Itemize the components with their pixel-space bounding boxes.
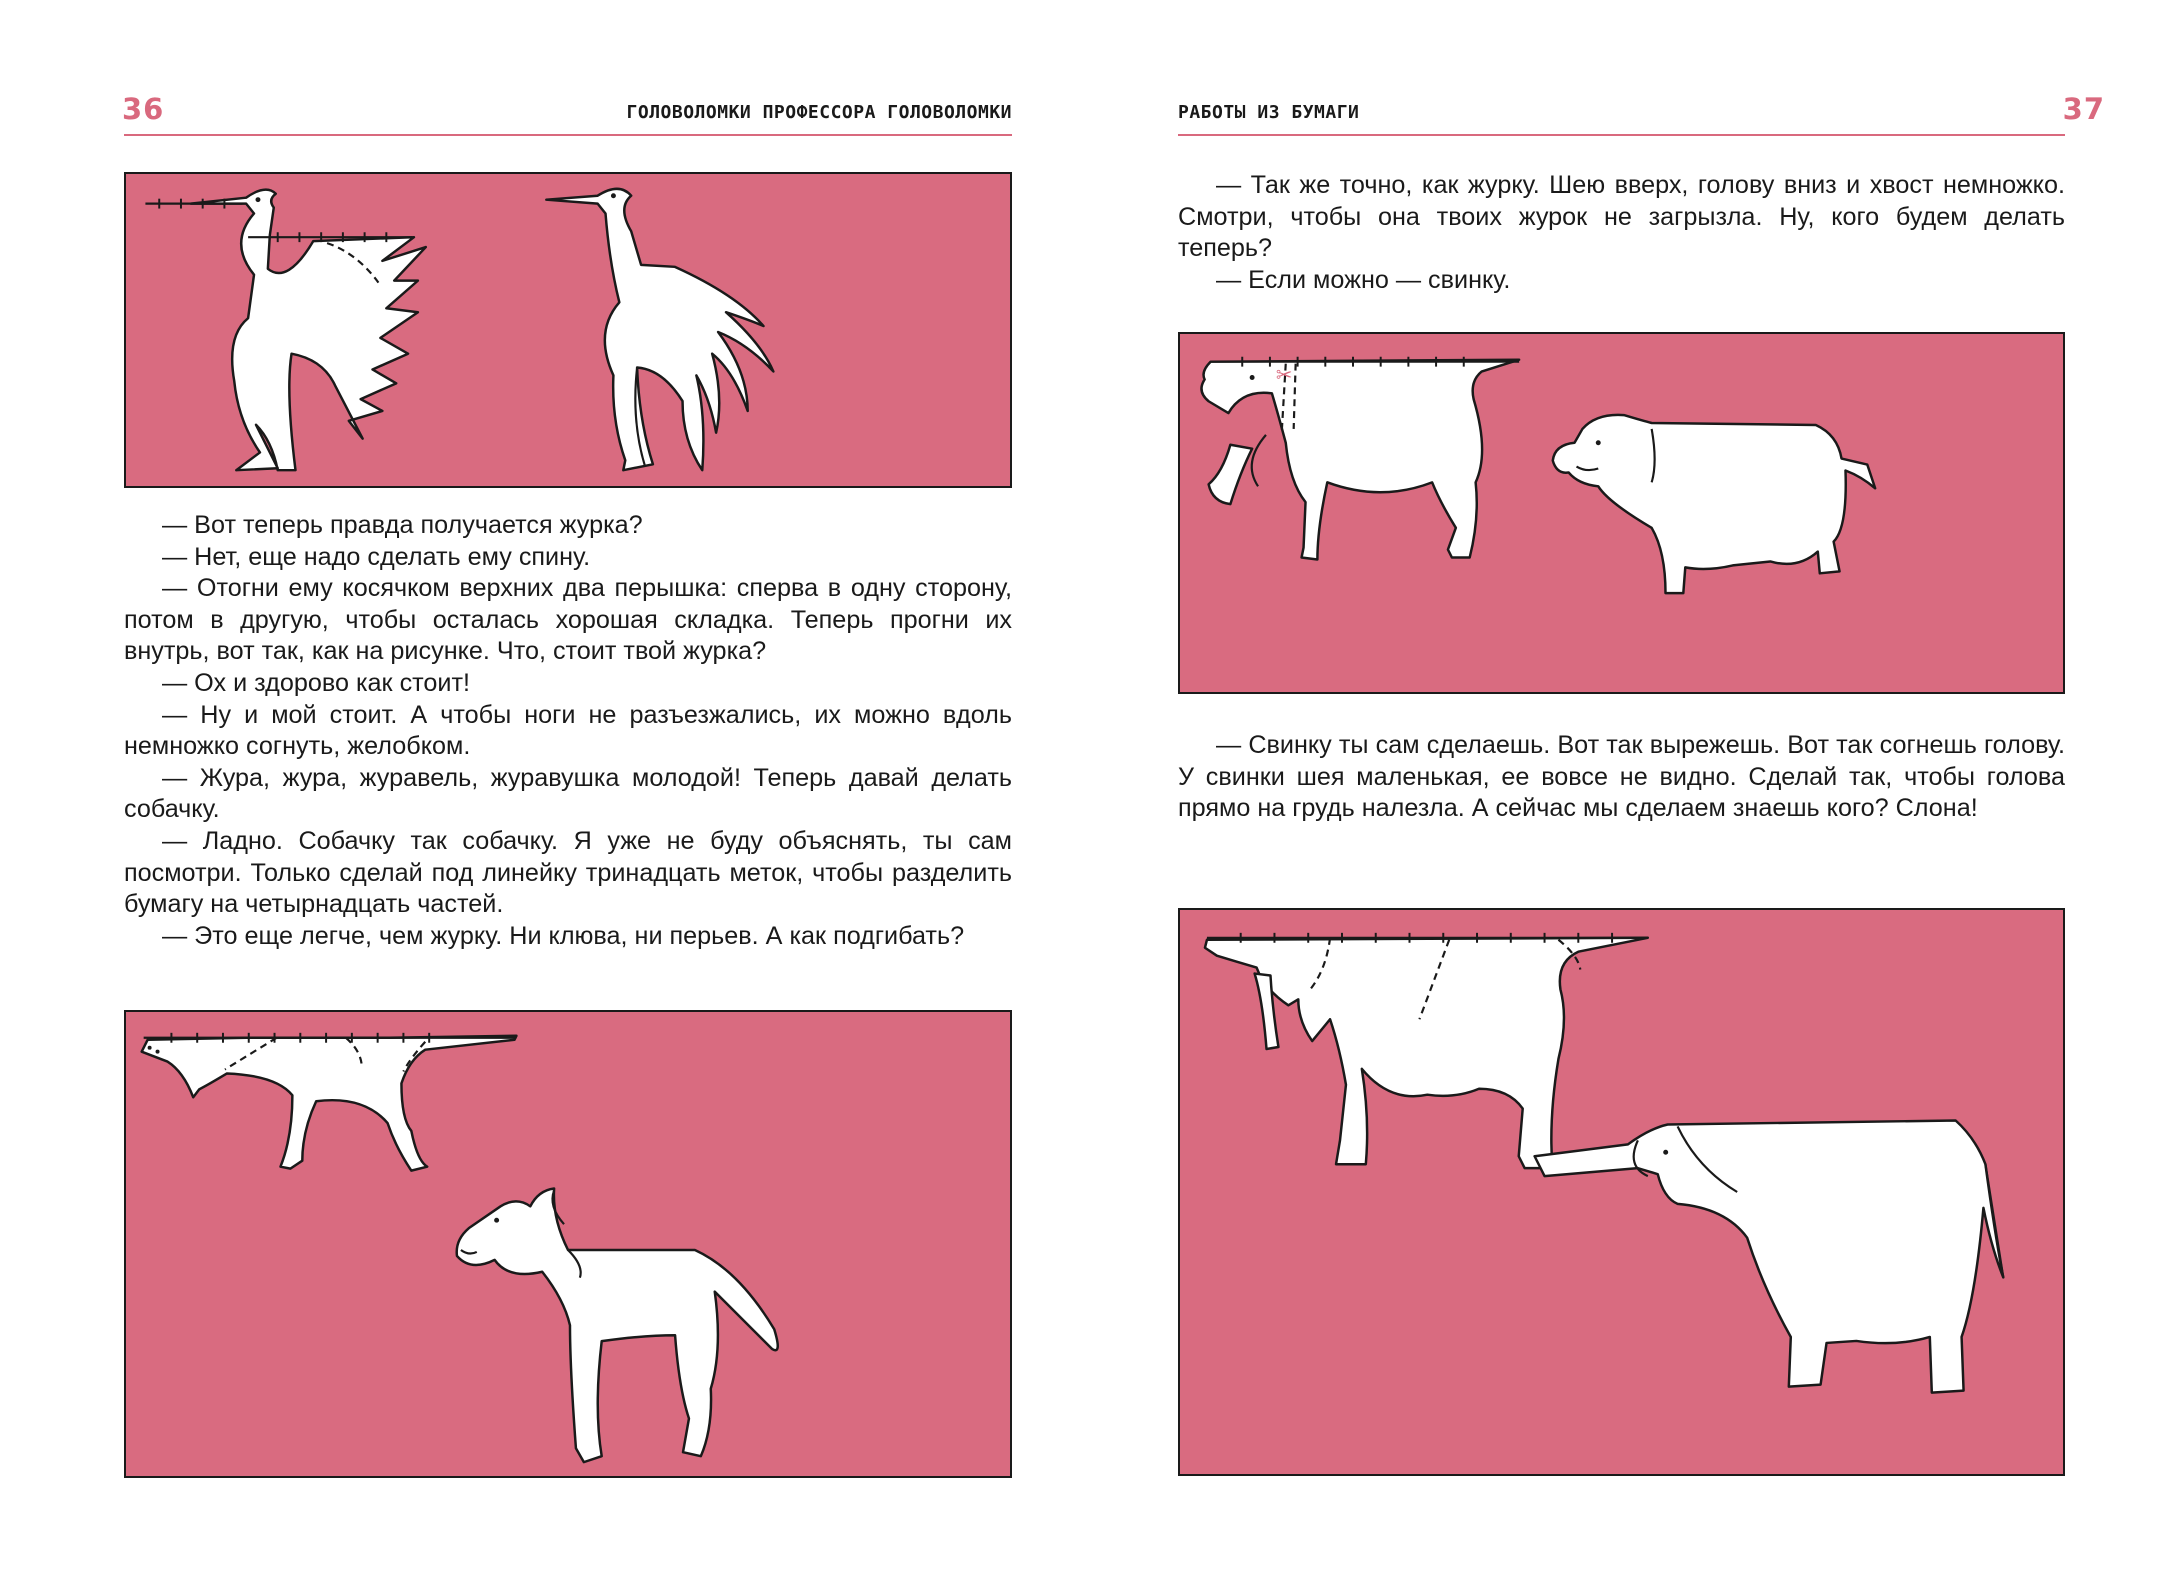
header-rule — [1178, 134, 2065, 136]
paragraph: — Ну и мой стоит. А чтобы ноги не разъезжались, их можно вдоль немножко согнуть, желобком. — [124, 700, 1012, 761]
running-title: РАБОТЫ ИЗ БУМАГИ — [1178, 102, 1360, 123]
dialogue-text-middle — [1178, 730, 2065, 825]
paragraph: — Вот теперь правда получается журка? — [162, 511, 643, 539]
page-number: 37 — [2062, 92, 2105, 126]
left-page — [0, 0, 1091, 1582]
svg-text:✂: ✂ — [1275, 363, 1293, 387]
running-title: ГОЛОВОЛОМКИ ПРОФЕССОРА ГОЛОВОЛОМКИ — [626, 102, 1012, 123]
pig-illustration — [1178, 332, 2065, 694]
elephant-illustration — [1178, 908, 2065, 1476]
paragraph: — Это еще легче, чем журку. Ни клюва, ни перьев. А как подгибать? — [162, 921, 965, 950]
paragraph: — Если можно — свинку. — [1216, 265, 1511, 294]
paragraph: — Нет, еще надо сделать ему спину. — [162, 542, 591, 571]
crane-illustration — [124, 172, 1012, 488]
right-page — [1091, 0, 2183, 1582]
page-number: 36 — [122, 92, 165, 126]
dialogue-text — [124, 510, 1012, 952]
paragraph: — Так же точно, как журку. Шею вверх, голову вниз и хвост немножко. Смотри, чтобы она твоих журок не загрызла. Ну, кого будем делать теперь? — [1178, 171, 2065, 263]
header-rule — [124, 134, 1012, 136]
paragraph: — Свинку ты сам сделаешь. Вот так вырежешь. Вот так согнешь голову. У свинки шея маленькая, ее вовсе не видно. Сделай так, чтобы голова прямо на грудь налезла. А сейчас мы сделаем знаешь кого? Слона! — [1178, 731, 2065, 823]
paragraph: — Отогни ему косячком верхних два перышка: сперва в одну сторону, потом в другую, чтобы осталась хорошая складка. Теперь прогни их внутрь, вот так, как на рисунке. Что, стоит твой журка? — [124, 574, 1012, 666]
paragraph: — Ох и здорово как стоит! — [162, 668, 471, 697]
paragraph: — Жура, жура, журавель, журавушка молодой! Теперь давай делать собачку. — [124, 763, 1012, 824]
dog-illustration — [124, 1010, 1012, 1478]
paragraph: — Ладно. Собачку так собачку. Я уже не буду объяснять, ты сам посмотри. Только сделай под линейку тринадцать меток, чтобы разделить бумагу на четырнадцать частей. — [124, 826, 1012, 919]
dialogue-text-top — [1178, 170, 2065, 296]
